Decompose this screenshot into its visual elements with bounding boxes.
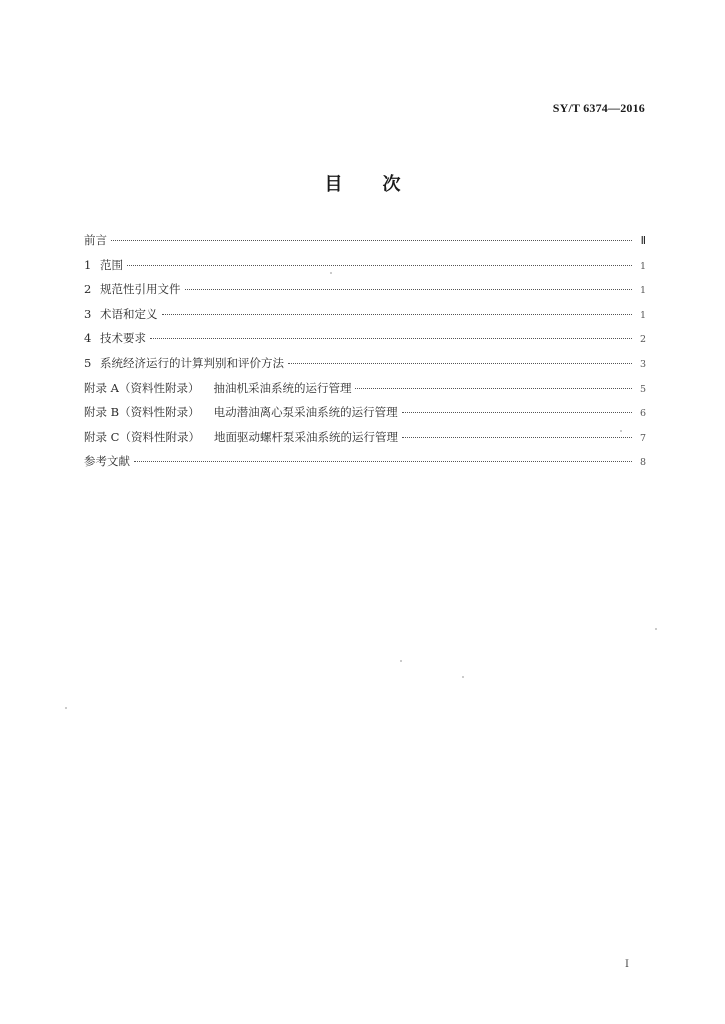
toc-entry-foreword[interactable] (84, 232, 646, 257)
toc-leader-dots (355, 388, 632, 389)
scan-speck (65, 707, 67, 709)
scan-speck (330, 272, 332, 274)
toc-entry-normative-references[interactable] (84, 281, 646, 306)
toc-entry-number: 4 (84, 331, 92, 346)
toc-entry-appendix-a[interactable] (84, 380, 646, 405)
toc-entry-label (84, 232, 111, 248)
toc-leader-dots (402, 437, 632, 438)
toc-entry-label (84, 330, 150, 346)
toc-entry-label (84, 281, 185, 297)
toc-entry-page: 8 (639, 457, 646, 469)
toc-leader-dots (162, 314, 633, 315)
toc-leader-dots (288, 363, 632, 364)
toc-entry-page: 6 (639, 408, 646, 420)
toc-entry-page: 3 (639, 358, 646, 370)
toc-entry-appendix: 附录 C（资料性附录） (84, 429, 200, 444)
toc-entry-appendix: 附录 B（资料性附录） (84, 405, 200, 420)
page-title (0, 170, 725, 196)
toc-entry-label (84, 453, 134, 469)
toc-leader-dots (150, 338, 632, 339)
toc-entry-page: 7 (639, 432, 646, 444)
toc-entry-text: 术语和定义 (100, 306, 158, 321)
toc-leader-dots (185, 289, 633, 290)
toc-leader-dots (134, 461, 632, 462)
toc-entry-label (84, 306, 162, 322)
toc-entry-text: 前言 (84, 233, 107, 247)
toc-entry-number: 3 (84, 306, 92, 321)
page-number: I (625, 959, 629, 970)
toc-entry-page: 1 (639, 260, 646, 272)
toc-entry-evaluation-methods[interactable] (84, 355, 646, 380)
toc-entry-page: 5 (639, 383, 646, 395)
toc-entry-text: 系统经济运行的计算判别和评价方法 (100, 355, 284, 370)
toc-entry-scope[interactable] (84, 257, 646, 282)
toc-leader-dots (111, 240, 632, 241)
scan-speck (655, 628, 657, 630)
scan-speck (400, 660, 402, 662)
standard-code: SY/T 6374—2016 (552, 101, 645, 115)
toc-entry-page: 2 (639, 334, 646, 346)
toc-entry-appendix: 附录 A（资料性附录） (84, 380, 200, 395)
toc-entry-number: 5 (84, 355, 92, 370)
toc-entry-appendix-c[interactable] (84, 429, 646, 454)
toc-entry-appendix-b[interactable] (84, 404, 646, 429)
toc-leader-dots (402, 412, 632, 413)
toc-entry-text: 电动潜油离心泵采油系统的运行管理 (213, 405, 398, 420)
toc-entry-bibliography[interactable] (84, 453, 646, 478)
title-char-2: 次 (382, 174, 401, 195)
toc-entry-technical-requirements[interactable] (84, 330, 646, 355)
table-of-contents (84, 232, 646, 478)
toc-entry-terms-definitions[interactable] (84, 306, 646, 331)
toc-entry-number: 2 (84, 282, 92, 297)
toc-entry-label (84, 355, 288, 371)
toc-entry-text: 地面驱动螺杆泵采油系统的运行管理 (213, 429, 398, 444)
toc-entry-label (84, 257, 127, 273)
toc-entry-text: 范围 (100, 257, 123, 272)
toc-leader-dots (127, 265, 632, 266)
title-char-1: 目 (324, 174, 343, 195)
toc-entry-page: Ⅱ (640, 235, 646, 247)
toc-entry-page: 1 (639, 285, 646, 297)
toc-entry-label (84, 380, 355, 396)
toc-entry-number: 1 (84, 257, 92, 272)
toc-entry-text: 规范性引用文件 (100, 282, 181, 297)
toc-entry-text: 抽油机采油系统的运行管理 (213, 380, 352, 395)
toc-entry-label (84, 404, 402, 420)
scan-speck (620, 430, 622, 432)
toc-entry-page: 1 (639, 309, 646, 321)
toc-entry-text: 技术要求 (100, 331, 146, 346)
scan-speck (462, 676, 464, 678)
toc-entry-label (84, 429, 402, 445)
toc-entry-text: 参考文献 (84, 454, 130, 469)
